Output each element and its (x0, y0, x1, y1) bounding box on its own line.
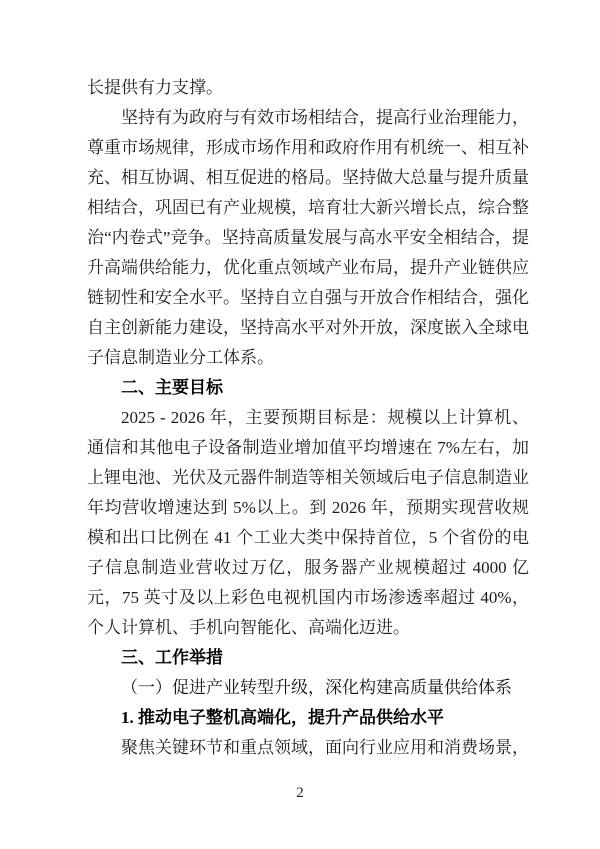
section-heading-2: 二、主要目标 (121, 378, 223, 397)
paragraph-continuation: 长提供有力支撑。 (87, 78, 223, 97)
item-heading-1: 1. 推动电子整机高端化，提升产品供给水平 (121, 708, 444, 727)
paragraph-measure-intro: 聚焦关键环节和重点领域，面向行业应用和消费场景， (121, 738, 529, 757)
subsection-heading-1: （一）促进产业转型升级，深化构建高质量供给体系 (121, 678, 512, 697)
paragraph-principles: 坚持有为政府与有效市场相结合，提高行业治理能力，尊重市场规律，形成市场作用和政府作用有机统一、相互补充、相互协调、相互促进的格局。坚持做大总量与提升质量相结合，巩固已有产业规模，培育壮大新兴增长点，综合整治“内卷式”竞争。坚持高质量发展与高水平安全相结合，提升高端供给能力，优化重点领域产业布局，提升产业链供应链韧性和安全水平。坚持自立自强与开放合作相结合，强化自主创新能力建设，坚持高水平对外开放，深度嵌入全球电子信息制造业分工体系。 (87, 108, 529, 367)
section-heading-3: 三、工作举措 (121, 648, 223, 667)
paragraph-goals: 2025 - 2026 年，主要预期目标是：规模以上计算机、通信和其他电子设备制造业增加值平均增速在 7%左右，加上锂电池、光伏及元器件制造等相关领域后电子信息制造业年均营收增速达到 5%以上。到 2026 年，预期实现营收规模和出口比例在 41 个工业大类中保持首位，5 个省份的电子信息制造业营收过万亿，服务器产业规模超过 4000 亿元，75 英寸及以上彩色电视机国内市场渗透率超过 40%，个人计算机、手机向智能化、高端化迈进。 (87, 408, 529, 637)
page-number: 2 (296, 785, 304, 801)
document-body (87, 73, 529, 763)
